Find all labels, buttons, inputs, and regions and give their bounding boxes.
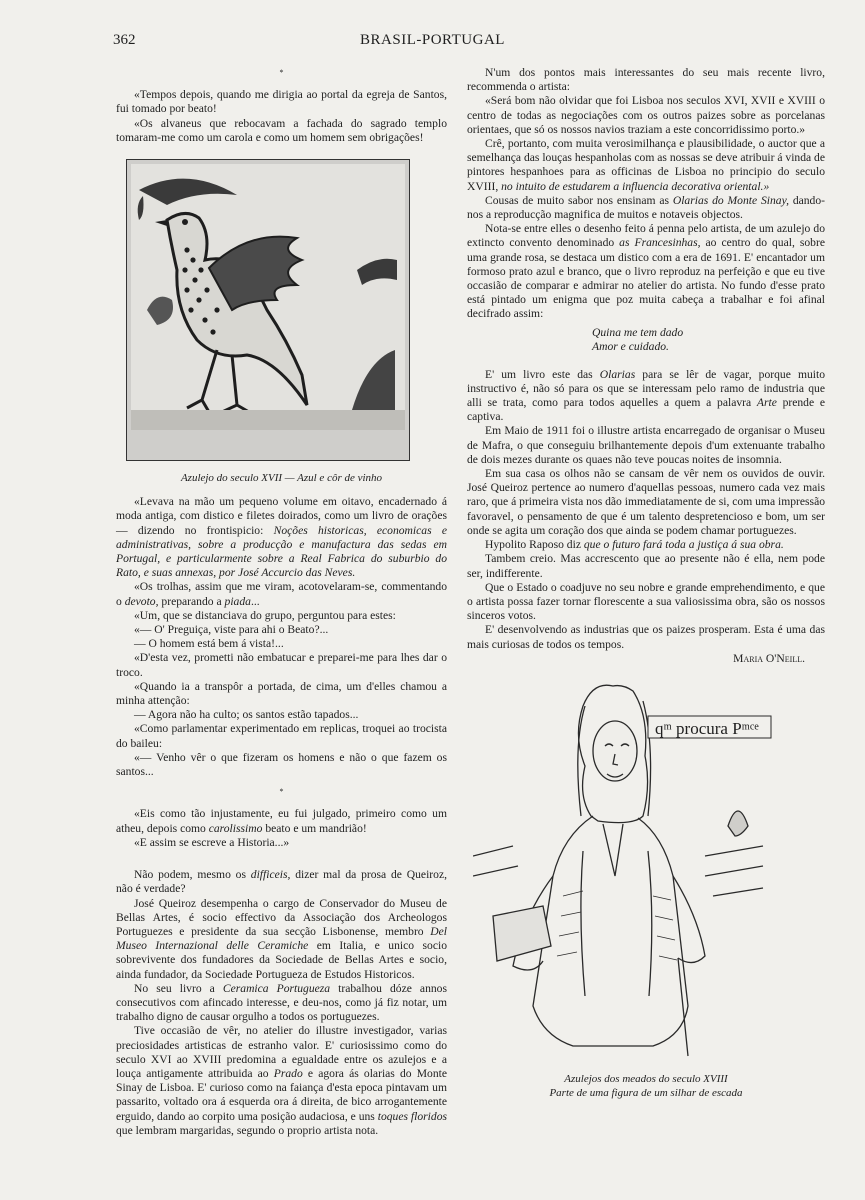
riddle-verse — [467, 326, 825, 354]
paragraph: «— Venho vêr o que fizeram os homens e não o que fazem os santos... — [116, 750, 447, 779]
paragraph: «Eis como tão injustamente, eu fui julgado, primeiro como um atheu, depois como carolissimo beato e um mandrião! — [116, 807, 447, 835]
left-column — [116, 66, 447, 1138]
paragraph: «Quando ia a transpôr a portada, de cima, um d'elles chamou a minha attenção: — [116, 679, 447, 708]
figure-caption: Parte de uma figura de um silhar de escada — [549, 1087, 743, 1100]
paragraph: No seu livro a Ceramica Portugueza trabalhou dóze annos consecutivos com afincado interesse, e deu-nos, como já fiz notar, um trabalho digno de causar orgulho a todos os portuguezes. — [116, 981, 447, 1024]
paragraph: Hypolito Raposo diz que o futuro fará toda a justiça á sua obra. — [485, 538, 784, 552]
paragraph: Não podem, mesmo os difficeis, dizer mal da prosa de Queiroz, não é verdade? — [116, 868, 447, 896]
paragraph: Que o Estado o coadjuve no seu nobre e grande emprehendimento, e que o artista possa fazer tornar florescente a sua valiosissima obra, são os nossos sinceros votos. — [467, 580, 825, 623]
paragraph: José Queiroz desempenha o cargo de Conservador do Museu de Bellas Artes, é socio effectivo da Associação dos Archeologos Portuguezes e presidente da sua secção Lisbonense, membro Del Museo Internazional delle Ceramiche em Italia, e unico socio sobrevivente dos fundadores da Sociedade de Bellas Artes e socio, ainda fundador, da Sociedade Portugueza de Estudos Historicos. — [116, 896, 448, 981]
banner-text: qᵐ procura Pᵐᶜᵉ — [655, 718, 759, 738]
paragraph: Em sua casa os olhos não se cansam de vêr nem os ouvidos de ouvir. José Queiroz pertence ao numero d'aquellas pessoas, numero cada vez mais raro, que á primeira vista nos dão immediatamente de si, com uma impressão favoravel, o pensamento de que é um talento despretencioso e bom, um ser onde se agita um coração dos que ainda se podem chamar portuguezes. — [467, 467, 826, 537]
paragraph: E' um livro este das Olarias para se lêr de vagar, porque muito instructivo é, não só para os que se interessam pelo ramo de industria que alli se trata, como para todos aquelles a quem a palavra Arte prende e captiva. — [467, 367, 825, 424]
paragraph: «Os alvaneus que rebocavam a fachada do sagrado templo tomaram-me como um carola e como um homem sem obrigações! — [116, 116, 447, 144]
figure-caption: Azulejos dos meados do seculo XVIII — [564, 1072, 728, 1085]
verse-line: Amor e cuidado. — [592, 339, 669, 353]
section-star: * — [279, 787, 284, 797]
paragraph: N'um dos pontos mais interessantes do seu mais recente livro, recommenda o artista: — [467, 66, 825, 94]
paragraph: «— O' Preguiça, viste para ahi o Beato?... — [134, 623, 329, 637]
running-title: BRASIL-PORTUGAL — [360, 32, 505, 48]
paragraph: «Será bom não olvidar que foi Lisboa nos seculos XVI, XVII e XVIII o centro de todas as negociações com os outros paizes sobre as porcelanas orientaes, que só os nossos navios traziam a este concorridissimo porto.» — [467, 94, 825, 136]
paragraph: E' desenvolvendo as industrias que os paizes prosperam. Esta é uma das mais curiosas de todos os tempos. — [467, 623, 825, 651]
paragraph: Crê, portanto, com muita verosimilhança e plausibilidade, o auctor que a semelhança das louças hespanholas com as nossas se deve atribuir á vinda de pintores hespanhoes para as officinas de Lisboa no principio do seculo XVIII, no intuito de estudarem a influencia decorativa oriental.» — [467, 137, 826, 193]
paragraph: «Como parlamentar experimentado em replicas, troquei ao trocista do baileu: — [116, 722, 447, 750]
paragraph: — Agora não ha culto; os santos estão tapados... — [134, 708, 359, 722]
figure-caption: Azulejo do seculo XVII — Azul e côr de vinho — [180, 472, 383, 485]
paragraph: «E assim se escreve a Historia...» — [134, 835, 290, 849]
paragraph: Tive occasião de vêr, no atelier do illustre investigador, varias preciosidades artisticas de estranho valor. E' curiosissimo como do seculo XVI ao XVIII predomina a egualdade entre os azulejos e a louça antigamente attribuida ao Prado e agora ás olarias do Monte Sinay de Lisboa. E' curioso como na faiança d'esta epoca pintavam um passarito, voltado ora á esquerda ora á direita, de bico arrogantemente erguido, dando ao corpito uma posição audaciosa, e uns toques floridos que lembram margaridas, segundo o proprio artista nota. — [116, 1024, 448, 1137]
paragraph: «Levava na mão um pequeno volume em oitavo, encadernado á moda antiga, com distico e filetes doirados, como um livro de orações — dizendo no frontispicio: Noções historicas, economicas e administrativas, sobre a producção e manufactura das sedas em Portugal, e particularmente sobre a Real Fabrica do suburbio do Rato, e suas annexas, por José Accurcio das Neves. — [116, 495, 448, 580]
paragraph: Tambem creio. Mas accrescento que ao presente não é ella, nem pode ser, indifferente. — [467, 552, 825, 580]
paragraph: «Os trolhas, assim que me viram, acotovelaram-se, commentando o devoto, preparando a piada... — [116, 580, 447, 608]
section-star: * — [279, 68, 284, 77]
paragraph: Em Maio de 1911 foi o illustre artista encarregado de organisar o Museu de Mafra, o que conseguiu brilhantemente depois d'um extenuante trabalho de dois mezes durante os quaes não teve poucas noites de insomnia. — [467, 424, 825, 466]
bird-tile-image — [127, 160, 409, 460]
paragraph: «Um, que se distanciava do grupo, perguntou para estes: — [134, 608, 396, 622]
paragraph: «Tempos depois, quando me dirigia ao portal da egreja de Santos, fui tomado por beato! — [116, 88, 447, 116]
page-number: 362 — [113, 32, 136, 48]
author-signature: Maria O'Neill. — [733, 651, 805, 665]
azulejo-photo — [126, 159, 410, 461]
paragraph: Cousas de muito sabor nos ensinam as Olarias do Monte Sinay, dando-nos a reproducção magnifica de muitos e notaveis objectos. — [467, 193, 826, 222]
paragraph: Nota-se entre elles o desenho feito á penna pelo artista, de um azulejo do extincto convento denominado as Francesinhas, ao centro do qual, sobre uma grande rosa, se destaca um distico com a era de 1691. E' encantador um formoso prato azul e branco, que o livro reproduz na perfeição e que eu tive occasião de comparar e admirar no atelier do artista. No fundo d'esse prato está pintado um enigma que poz muita cabeça a trabalhar e foi afinal decifrado assim: — [467, 222, 825, 321]
gentleman-illustration — [473, 676, 773, 1066]
paragraph: «D'esta vez, prometti não embatucar e preparei-me para lhes dar o troco. — [116, 651, 447, 679]
azulejo-figure-drawing — [473, 676, 773, 1066]
right-column — [467, 66, 825, 1100]
paragraph: — O homem está bem á vista!... — [134, 637, 284, 651]
verse-line: Quina me tem dado — [592, 325, 684, 339]
